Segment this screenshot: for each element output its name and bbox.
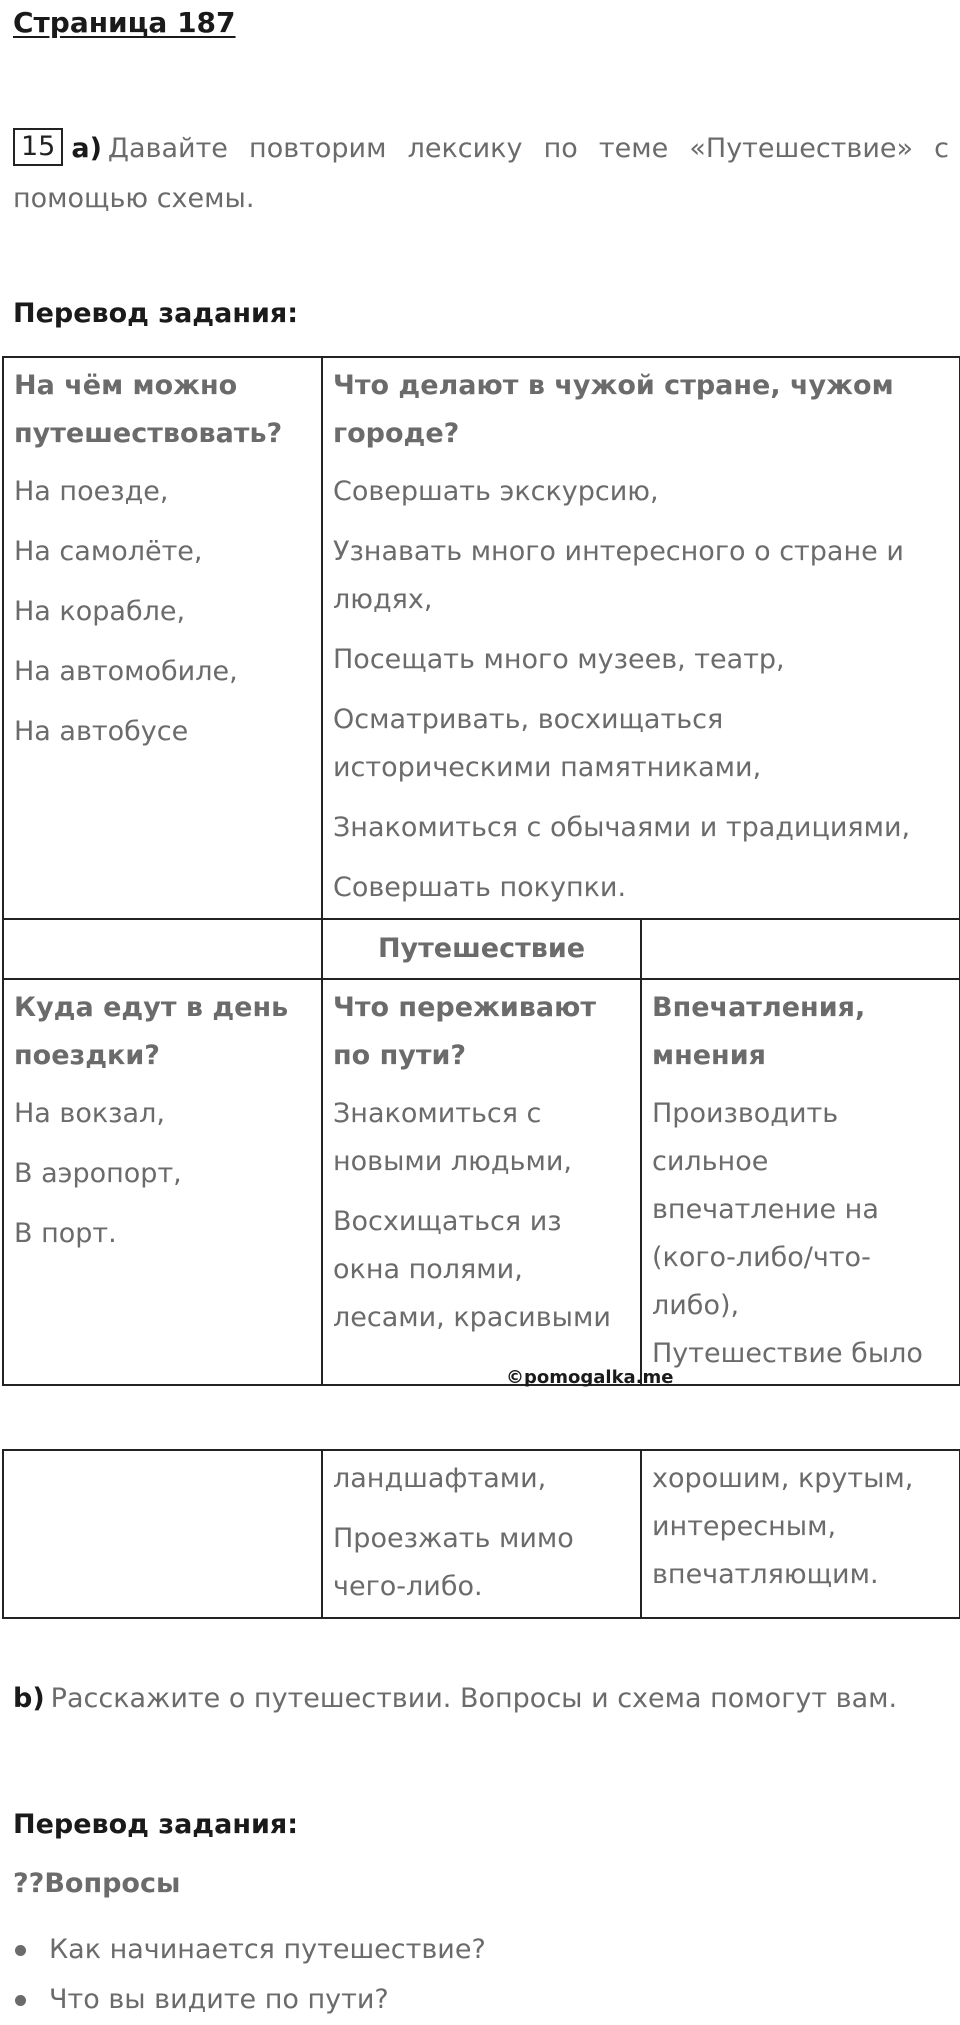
list-item: ландшафтами, bbox=[333, 1463, 547, 1494]
translation-heading-2: Перевод задания: bbox=[13, 1809, 299, 1840]
task-a-paragraph bbox=[13, 124, 949, 224]
list-item: Производить сильное впечатление на (кого-либо/что-либо), bbox=[652, 1098, 879, 1321]
list-item: На автобусе bbox=[14, 716, 189, 747]
list-item: Проезжать мимо чего-либо. bbox=[333, 1523, 574, 1602]
list-item: Восхищаться из окна полями, лесами, красивыми bbox=[333, 1206, 611, 1333]
transport-cell bbox=[3, 357, 322, 919]
list-item: Знакомиться с новыми людьми, bbox=[333, 1098, 572, 1177]
empty-cell bbox=[641, 919, 960, 979]
list-item: Путешествие было bbox=[652, 1338, 923, 1369]
list-item: хорошим, крутым, интересным, впечатляющим. bbox=[652, 1463, 914, 1590]
transport-heading: На чём можно путешествовать? bbox=[14, 370, 283, 449]
abroad-activities-heading: Что делают в чужой стране, чужом городе? bbox=[333, 370, 894, 449]
questions-list bbox=[13, 1925, 486, 2025]
destination-cell bbox=[3, 979, 322, 1385]
list-item: Как начинается путешествие? bbox=[13, 1925, 486, 1975]
task-a-letter: a) bbox=[71, 133, 102, 164]
list-item: Узнавать много интересного о стране и людях, bbox=[333, 536, 904, 615]
task-b-text: Расскажите о путешествии. Вопросы и схема помогут вам. bbox=[50, 1683, 898, 1714]
list-item: Совершать экскурсию, bbox=[333, 476, 659, 507]
table-row bbox=[3, 357, 960, 919]
list-item: Осматривать, восхищаться историческими памятниками, bbox=[333, 704, 762, 783]
table-row bbox=[3, 1450, 960, 1618]
page-title: Страница 187 bbox=[13, 6, 236, 39]
vocabulary-scheme-table bbox=[2, 356, 960, 1386]
empty-cell bbox=[3, 1450, 322, 1618]
impressions-cell bbox=[641, 979, 960, 1385]
empty-cell bbox=[3, 919, 322, 979]
table-row bbox=[3, 979, 960, 1385]
list-item: На корабле, bbox=[14, 596, 186, 627]
impressions-cell-continued bbox=[641, 1450, 960, 1618]
abroad-activities-cell bbox=[322, 357, 960, 919]
list-item: На автомобиле, bbox=[14, 656, 238, 687]
translation-heading-1: Перевод задания: bbox=[13, 298, 299, 329]
experience-cell-continued bbox=[322, 1450, 641, 1618]
list-item: Знакомиться с обычаями и традициями, bbox=[333, 812, 911, 843]
list-item: На поезде, bbox=[14, 476, 169, 507]
impressions-heading: Впечатления, мнения bbox=[652, 992, 866, 1071]
questions-heading: ??Вопросы bbox=[13, 1868, 181, 1899]
task-a-text: Давайте повторим лексику по теме «Путешествие» с помощью схемы. bbox=[13, 133, 949, 214]
task-b-paragraph bbox=[13, 1683, 897, 1714]
list-item: На самолёте, bbox=[14, 536, 203, 567]
list-item: Что вы видите по пути? bbox=[13, 1975, 486, 2025]
experience-cell bbox=[322, 979, 641, 1385]
task-number-box: 15 bbox=[13, 128, 63, 166]
table-row bbox=[3, 919, 960, 979]
list-item: Совершать покупки. bbox=[333, 872, 627, 903]
watermark: ©pomogalka.me bbox=[506, 1367, 674, 1388]
list-item: В аэропорт, bbox=[14, 1158, 182, 1189]
experience-heading: Что переживают по пути? bbox=[333, 992, 597, 1071]
list-item: Посещать много музеев, театр, bbox=[333, 644, 785, 675]
list-item: На вокзал, bbox=[14, 1098, 165, 1129]
center-label-cell: Путешествие bbox=[322, 919, 641, 979]
destination-heading: Куда едут в день поездки? bbox=[14, 992, 289, 1071]
list-item: В порт. bbox=[14, 1218, 117, 1249]
vocabulary-scheme-table-continued bbox=[2, 1449, 960, 1619]
task-b-letter: b) bbox=[13, 1683, 45, 1714]
